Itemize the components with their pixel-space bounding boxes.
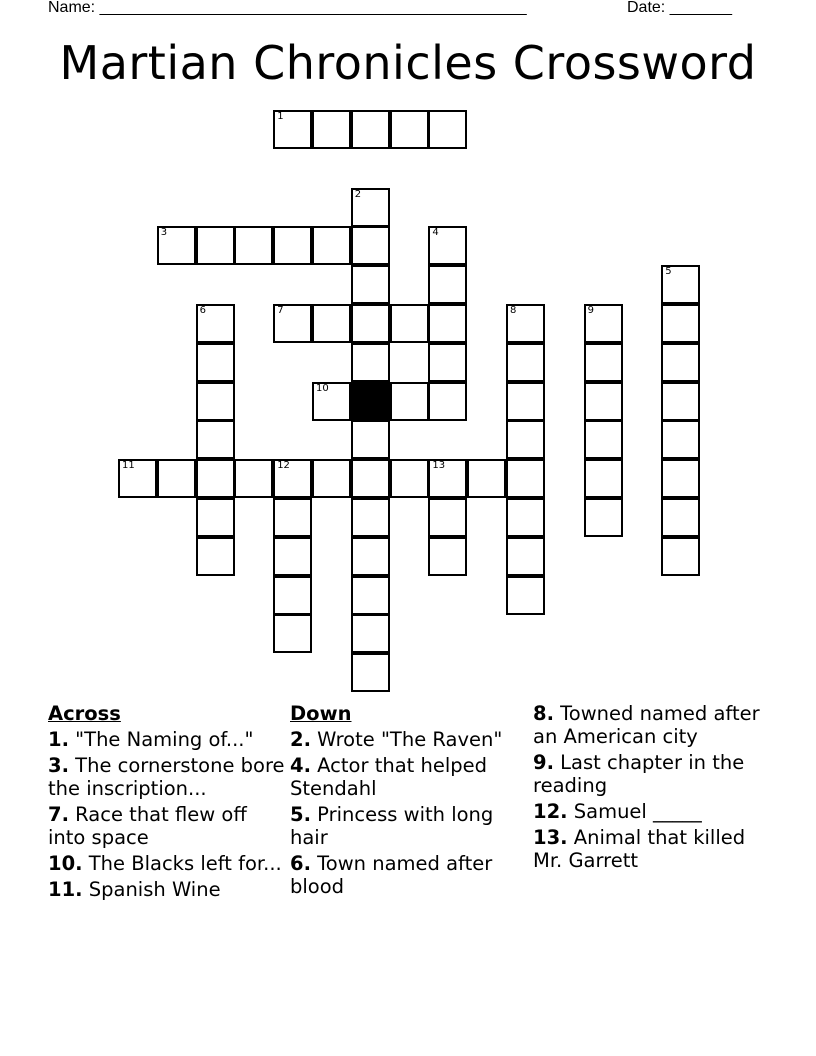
grid-cell[interactable] — [351, 188, 390, 227]
clue-number: 12. — [533, 800, 568, 823]
grid-cell[interactable] — [234, 226, 273, 265]
grid-cell[interactable] — [506, 343, 545, 382]
grid-cell[interactable] — [584, 420, 623, 459]
clue-text: The cornerstone bore the inscription... — [48, 754, 285, 800]
grid-cell[interactable] — [196, 420, 235, 459]
clue-text: Town named after blood — [290, 852, 493, 898]
clue-down-4 — [290, 754, 530, 800]
down-heading: Down — [290, 702, 352, 725]
grid-cell[interactable] — [428, 459, 467, 498]
grid-cell[interactable] — [351, 537, 390, 576]
grid-cell[interactable] — [273, 226, 312, 265]
cell-number: 1 — [277, 111, 284, 122]
grid-cell[interactable] — [428, 265, 467, 304]
grid-cell[interactable] — [661, 304, 700, 343]
grid-cell[interactable] — [506, 576, 545, 615]
grid-cell[interactable] — [351, 614, 390, 653]
grid-cell[interactable] — [118, 459, 157, 498]
clue-down-2 — [290, 728, 530, 751]
clue-text: Spanish Wine — [82, 878, 221, 901]
grid-cell[interactable] — [390, 459, 429, 498]
grid-cell[interactable] — [312, 110, 351, 149]
grid-cell[interactable] — [312, 459, 351, 498]
clue-number: 2. — [290, 728, 311, 751]
grid-cell[interactable] — [351, 498, 390, 537]
grid-cell[interactable] — [584, 343, 623, 382]
clue-number: 5. — [290, 803, 311, 826]
grid-cell[interactable] — [196, 498, 235, 537]
clue-number: 13. — [533, 826, 568, 849]
clue-number: 6. — [290, 852, 311, 875]
clue-number: 8. — [533, 702, 554, 725]
grid-cell[interactable] — [273, 576, 312, 615]
grid-cell[interactable] — [506, 459, 545, 498]
cell-number: 2 — [354, 188, 362, 200]
across-clues — [48, 702, 288, 904]
grid-cell[interactable] — [273, 110, 312, 149]
cell-number: 3 — [160, 227, 168, 239]
cell-number: 12 — [277, 460, 290, 472]
grid-cell[interactable] — [661, 459, 700, 498]
grid-cell[interactable] — [467, 459, 506, 498]
clue-text: Samuel _____ — [567, 800, 702, 823]
clue-number: 9. — [533, 751, 554, 774]
page-title: Martian Chronicles Crossword — [59, 36, 757, 90]
grid-cell[interactable] — [584, 382, 623, 421]
grid-cell[interactable] — [661, 265, 700, 304]
down-clues — [290, 702, 530, 901]
grid-cell[interactable] — [390, 110, 429, 149]
clue-across-11 — [48, 878, 288, 901]
grid-cell[interactable] — [196, 226, 235, 265]
cell-number: 9 — [587, 305, 594, 316]
grid-cell[interactable] — [506, 420, 545, 459]
grid-cell[interactable] — [351, 110, 390, 149]
cell-number: 8 — [510, 305, 517, 316]
cell-number: 4 — [432, 227, 439, 239]
clue-down-6 — [290, 852, 530, 898]
grid-cell[interactable] — [273, 459, 312, 498]
grid-cell[interactable] — [506, 382, 545, 421]
grid-cell[interactable] — [506, 498, 545, 537]
grid-cell[interactable] — [351, 653, 390, 692]
grid-cell[interactable] — [584, 459, 623, 498]
clue-across-3 — [48, 754, 288, 800]
clue-number: 4. — [290, 754, 311, 777]
grid-cell[interactable] — [234, 459, 273, 498]
clue-text: The Blacks left for... — [82, 852, 282, 875]
across-heading: Across — [48, 702, 121, 725]
grid-cell[interactable] — [351, 420, 390, 459]
grid-cell[interactable] — [196, 304, 235, 343]
clue-across-10 — [48, 852, 288, 875]
grid-cell[interactable] — [390, 382, 429, 421]
clue-down-9 — [533, 751, 773, 797]
grid-cell[interactable] — [351, 343, 390, 382]
down-clues-continued — [533, 702, 773, 875]
cell-number: 10 — [316, 382, 329, 394]
grid-cell[interactable] — [196, 459, 235, 498]
cell-number: 13 — [432, 460, 446, 472]
grid-cell[interactable] — [506, 304, 545, 343]
clue-down-12 — [533, 800, 773, 823]
grid-cell[interactable] — [661, 382, 700, 421]
clue-number: 7. — [48, 803, 69, 826]
clue-text: Actor that helped Stendahl — [290, 754, 488, 800]
clue-text: Princess with long hair — [290, 803, 494, 849]
grid-cell[interactable] — [428, 343, 467, 382]
grid-cell[interactable] — [428, 537, 467, 576]
clue-text: Last chapter in the reading — [533, 751, 745, 797]
black-square — [351, 382, 390, 421]
grid-cell[interactable] — [273, 614, 312, 653]
grid-cell[interactable] — [661, 498, 700, 537]
grid-cell[interactable] — [351, 576, 390, 615]
grid-cell[interactable] — [584, 498, 623, 537]
grid-cell[interactable] — [351, 304, 390, 343]
clue-across-1 — [48, 728, 288, 751]
clue-number: 1. — [48, 728, 69, 751]
grid-cell[interactable] — [506, 537, 545, 576]
grid-cell[interactable] — [584, 304, 623, 343]
grid-cell[interactable] — [428, 226, 467, 265]
grid-cell[interactable] — [428, 382, 467, 421]
cell-number: 11 — [122, 460, 135, 472]
grid-cell[interactable] — [273, 498, 312, 537]
clue-number: 3. — [48, 754, 69, 777]
grid-cell[interactable] — [157, 226, 196, 265]
cell-number: 6 — [199, 305, 206, 316]
clue-text: Animal that killed Mr. Garrett — [533, 826, 746, 872]
grid-cell[interactable] — [312, 304, 351, 343]
grid-cell[interactable] — [351, 459, 390, 498]
grid-cell[interactable] — [428, 304, 467, 343]
cell-number: 7 — [277, 305, 284, 316]
clue-number: 11. — [48, 878, 83, 901]
grid-cell[interactable] — [661, 420, 700, 459]
grid-cell[interactable] — [428, 110, 467, 149]
grid-cell[interactable] — [196, 537, 235, 576]
grid-cell[interactable] — [428, 498, 467, 537]
grid-cell[interactable] — [351, 265, 390, 304]
clue-down-8 — [533, 702, 773, 748]
date-field-label: Date: _______ — [627, 0, 732, 16]
grid-cell[interactable] — [661, 343, 700, 382]
clue-text: Race that flew off into space — [48, 803, 247, 849]
grid-cell[interactable] — [390, 304, 429, 343]
clue-down-5 — [290, 803, 530, 849]
clue-text: Wrote "The Raven" — [310, 728, 503, 751]
grid-cell[interactable] — [196, 343, 235, 382]
grid-cell[interactable] — [351, 226, 390, 265]
clue-text: "The Naming of..." — [68, 728, 254, 751]
grid-cell[interactable] — [273, 304, 312, 343]
clue-number: 10. — [48, 852, 83, 875]
grid-cell[interactable] — [312, 226, 351, 265]
grid-cell[interactable] — [157, 459, 196, 498]
clue-text: Towned named after an American city — [533, 702, 760, 748]
grid-cell[interactable] — [273, 537, 312, 576]
name-field-label: Name: ________________________________________________ — [48, 0, 527, 16]
clue-across-7 — [48, 803, 288, 849]
grid-cell[interactable] — [196, 382, 235, 421]
clue-down-13 — [533, 826, 773, 872]
grid-cell[interactable] — [661, 537, 700, 576]
cell-number: 5 — [665, 266, 672, 278]
grid-cell[interactable] — [312, 382, 351, 421]
